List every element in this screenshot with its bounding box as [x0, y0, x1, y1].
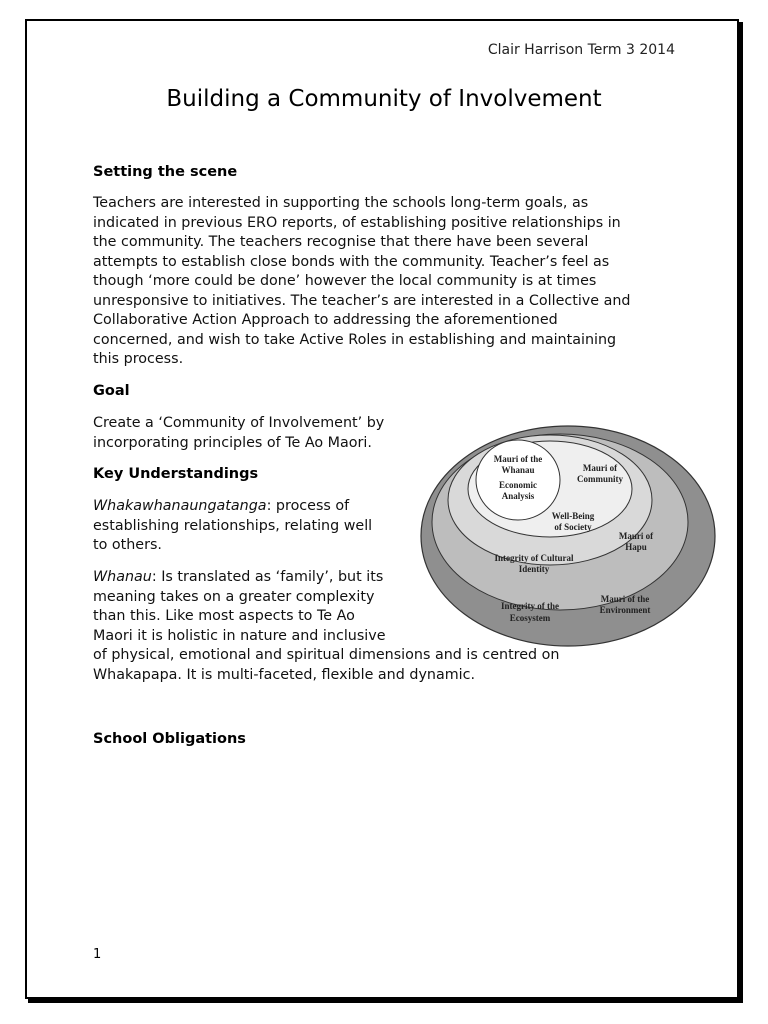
mauri-nested-circles-diagram — [420, 418, 720, 648]
page-border-shadow — [739, 22, 743, 1002]
term-whakawhanaungatanga: Whakawhanaungatanga — [93, 498, 267, 514]
text-fragment: : process of — [266, 498, 350, 514]
text-line: than this. Like most aspects to Te Ao — [93, 608, 355, 624]
label-mauri-environment: Mauri of the — [600, 594, 650, 604]
text-line: concerned, and wish to take Active Roles in establishing and maintaining — [93, 331, 617, 348]
label-mauri-environment: Environment — [599, 605, 651, 615]
text-line: though ‘more could be done’ however the local community is at times — [93, 273, 597, 289]
text-line: unresponsive to initiatives. The teacher’s are interested in a Collective and — [93, 292, 631, 309]
term-whanau: Whanau — [93, 569, 152, 585]
label-integrity-ecosystem: Integrity of the — [501, 601, 559, 611]
text-line: meaning takes on a greater complexity — [93, 588, 375, 605]
label-mauri-whanau: Mauri of the — [493, 454, 543, 464]
label-mauri-hapu: Mauri of — [618, 531, 654, 541]
label-integrity-cultural-identity: Identity — [518, 564, 550, 574]
text-fragment: : Is translated as ‘family’, but its — [151, 569, 384, 585]
label-integrity-cultural-identity: Integrity of Cultural — [494, 553, 574, 563]
label-mauri-community: Mauri of — [582, 463, 618, 473]
header-author-term: Clair Harrison Term 3 2014 — [487, 42, 675, 58]
text-line — [93, 497, 372, 517]
paragraph-goal — [93, 414, 384, 453]
text-line: indicated in previous ERO reports, of establishing positive relationships in — [93, 214, 621, 231]
label-economic-analysis: Analysis — [501, 491, 535, 501]
text-line: the community. The teachers recognise that there have been several — [93, 234, 589, 250]
paragraph-whakawhanaungatanga — [93, 497, 372, 556]
document-title: Building a Community of Involvement — [166, 86, 602, 112]
diagram-svg — [420, 418, 720, 648]
page-border-shadow — [28, 999, 743, 1003]
text-line: Teachers are interested in supporting the schools long-term goals, as — [93, 195, 589, 211]
text-line: incorporating principles of Te Ao Maori. — [93, 434, 372, 451]
text-line: establishing relationships, relating well — [93, 517, 373, 534]
label-mauri-whanau: Whanau — [501, 465, 535, 475]
text-line: Collaborative Action Approach to addressing the aforementioned — [93, 312, 558, 328]
text-line: Whakapapa. It is multi-faceted, flexible and dynamic. — [93, 666, 476, 683]
text-line: of physical, emotional and spiritual dimensions and is centred on — [93, 647, 560, 663]
text-line: this process. — [93, 351, 184, 367]
label-well-being-society: Well-Being — [551, 511, 595, 521]
text-line: attempts to establish close bonds with the community. Teacher’s feel as — [93, 253, 610, 270]
label-economic-analysis: Economic — [499, 480, 537, 490]
text-line: to others. — [93, 537, 162, 553]
label-integrity-ecosystem: Ecosystem — [509, 613, 551, 623]
text-line: Create a ‘Community of Involvement’ by — [93, 415, 385, 431]
heading-school-obligations: School Obligations — [93, 731, 246, 747]
label-well-being-society: of Society — [554, 522, 592, 532]
page-number: 1 — [93, 947, 102, 962]
heading-setting-the-scene: Setting the scene — [93, 164, 238, 180]
label-mauri-hapu: Hapu — [625, 542, 647, 552]
heading-goal: Goal — [93, 383, 130, 399]
text-line: Maori it is holistic in nature and inclusive — [93, 627, 386, 644]
paragraph-setting-the-scene — [93, 194, 631, 370]
label-mauri-community: Community — [576, 474, 624, 484]
heading-key-understandings: Key Understandings — [93, 466, 259, 482]
